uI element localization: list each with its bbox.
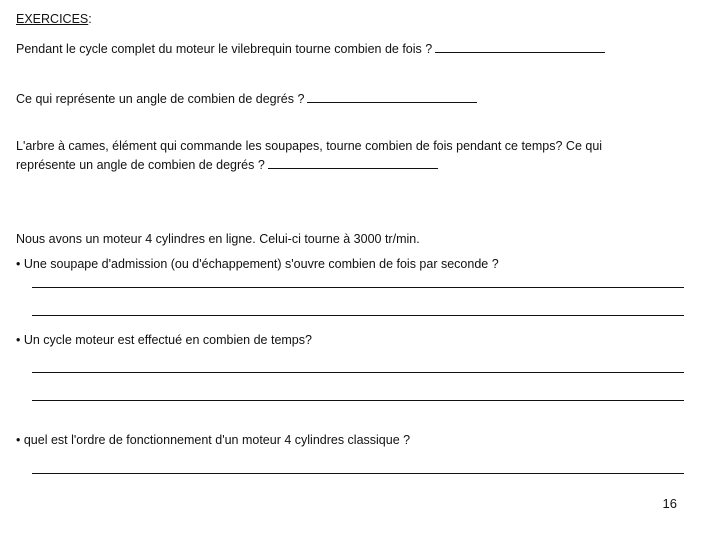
answer-line[interactable] xyxy=(32,372,684,373)
answer-line[interactable] xyxy=(32,287,684,288)
bullet-firing-order: • quel est l'ordre de fonctionnement d'un moteur 4 cylindres classique ? xyxy=(16,433,411,447)
answer-line[interactable] xyxy=(32,315,684,316)
page-number: 16 xyxy=(662,496,677,511)
answer-blank[interactable] xyxy=(268,156,438,169)
bullet-valve-openings: • Une soupape d'admission (ou d'échappement) s'ouvre combien de fois par seconde ? xyxy=(16,257,499,271)
question-text: L'arbre à cames, élément qui commande les soupapes, tourne combien de fois pendant ce temps? Ce qui xyxy=(16,139,603,153)
question-text: représente un angle de combien de degrés ? xyxy=(16,158,265,172)
question-crankshaft-rotations xyxy=(16,40,605,57)
bullet-cycle-time: • Un cycle moteur est effectué en combien de temps? xyxy=(16,333,312,347)
answer-line[interactable] xyxy=(32,400,684,401)
question-camshaft-line-1 xyxy=(16,139,602,154)
engine-intro: Nous avons un moteur 4 cylindres en ligne. Celui-ci tourne à 3000 tr/min. xyxy=(16,232,420,246)
question-text: Ce qui représente un angle de combien de degrés ? xyxy=(16,92,305,106)
answer-blank[interactable] xyxy=(435,40,605,53)
exercise-title-colon: : xyxy=(88,12,92,26)
question-text: Pendant le cycle complet du moteur le vilebrequin tourne combien de fois ? xyxy=(16,42,433,56)
answer-line[interactable] xyxy=(32,473,684,474)
question-camshaft-line-2 xyxy=(16,156,438,173)
exercise-title: EXERCICES xyxy=(16,12,89,26)
answer-blank[interactable] xyxy=(307,90,477,103)
exercise-heading xyxy=(16,12,92,27)
question-crankshaft-angle xyxy=(16,90,477,107)
